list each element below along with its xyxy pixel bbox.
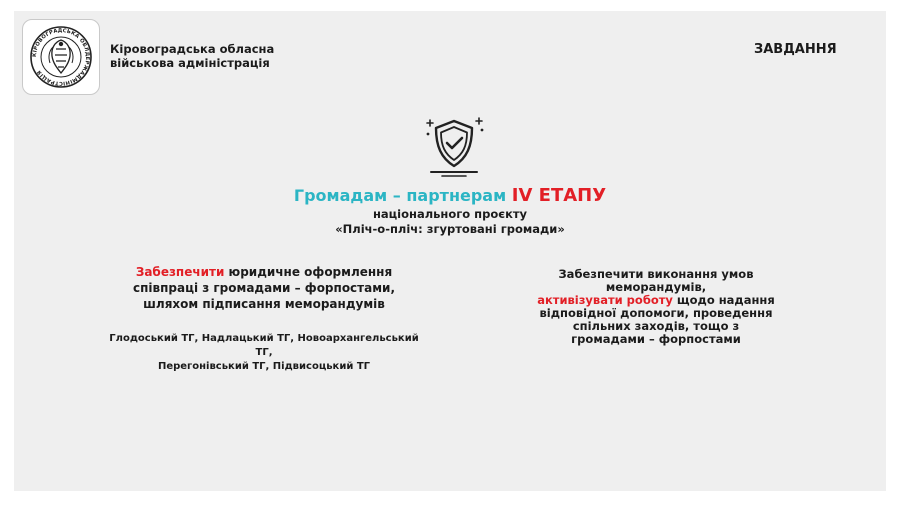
communities-list [104, 332, 424, 374]
left-task-line1-rest: юридичне оформлення [224, 265, 393, 279]
left-task-block [124, 264, 404, 312]
right-task-block [524, 268, 788, 346]
slide-subtitle [14, 207, 886, 236]
logo-ring-text: КІРОВОГРАДСЬКА ОБЛДЕРЖАДМІНІСТРАЦІЯ [31, 27, 91, 87]
right-task-line2: меморандумів, [605, 280, 707, 294]
regional-emblem-icon [29, 25, 93, 89]
subtitle-line2: «Пліч-о-пліч: згуртовані громади» [335, 221, 565, 236]
title-stage-part: IV ЕТАПУ [511, 185, 607, 206]
title-teal-part: Громадам – партнерам [293, 186, 512, 205]
subtitle-line1: національного проєкту [372, 207, 528, 221]
shield-check-icon [422, 112, 486, 178]
right-task-line5: спільних заходів, тощо з [572, 319, 740, 333]
slide [14, 11, 886, 491]
org-name-line1: Кіровоградська обласна [110, 42, 275, 56]
task-label: ЗАВДАННЯ [754, 42, 837, 57]
right-task-highlight: активізувати роботу [537, 293, 673, 307]
left-task-line1 [124, 264, 404, 280]
left-task-line3: шляхом підписання меморандумів [143, 297, 385, 311]
right-task-line4: відповідної допомоги, проведення [539, 306, 773, 320]
communities-line1: Глодоський ТГ, Надлацький ТГ, Новоархангельський ТГ, [109, 333, 419, 358]
org-name-line2: військова адміністрація [110, 56, 270, 70]
left-task-highlight: Забезпечити [135, 265, 225, 279]
slide-title [14, 185, 886, 206]
left-task-line2: співпраці з громадами – форпостами, [132, 281, 395, 295]
organization-name [110, 42, 274, 70]
right-task-line1: Забезпечити виконання умов [558, 267, 754, 281]
communities-line2: Перегонівський ТГ, Підвисоцький ТГ [157, 361, 371, 372]
right-task-line3-rest: щодо надання [672, 293, 775, 307]
emblem-logo [22, 19, 100, 95]
right-task-line6: громадами – форпостами [571, 332, 741, 346]
